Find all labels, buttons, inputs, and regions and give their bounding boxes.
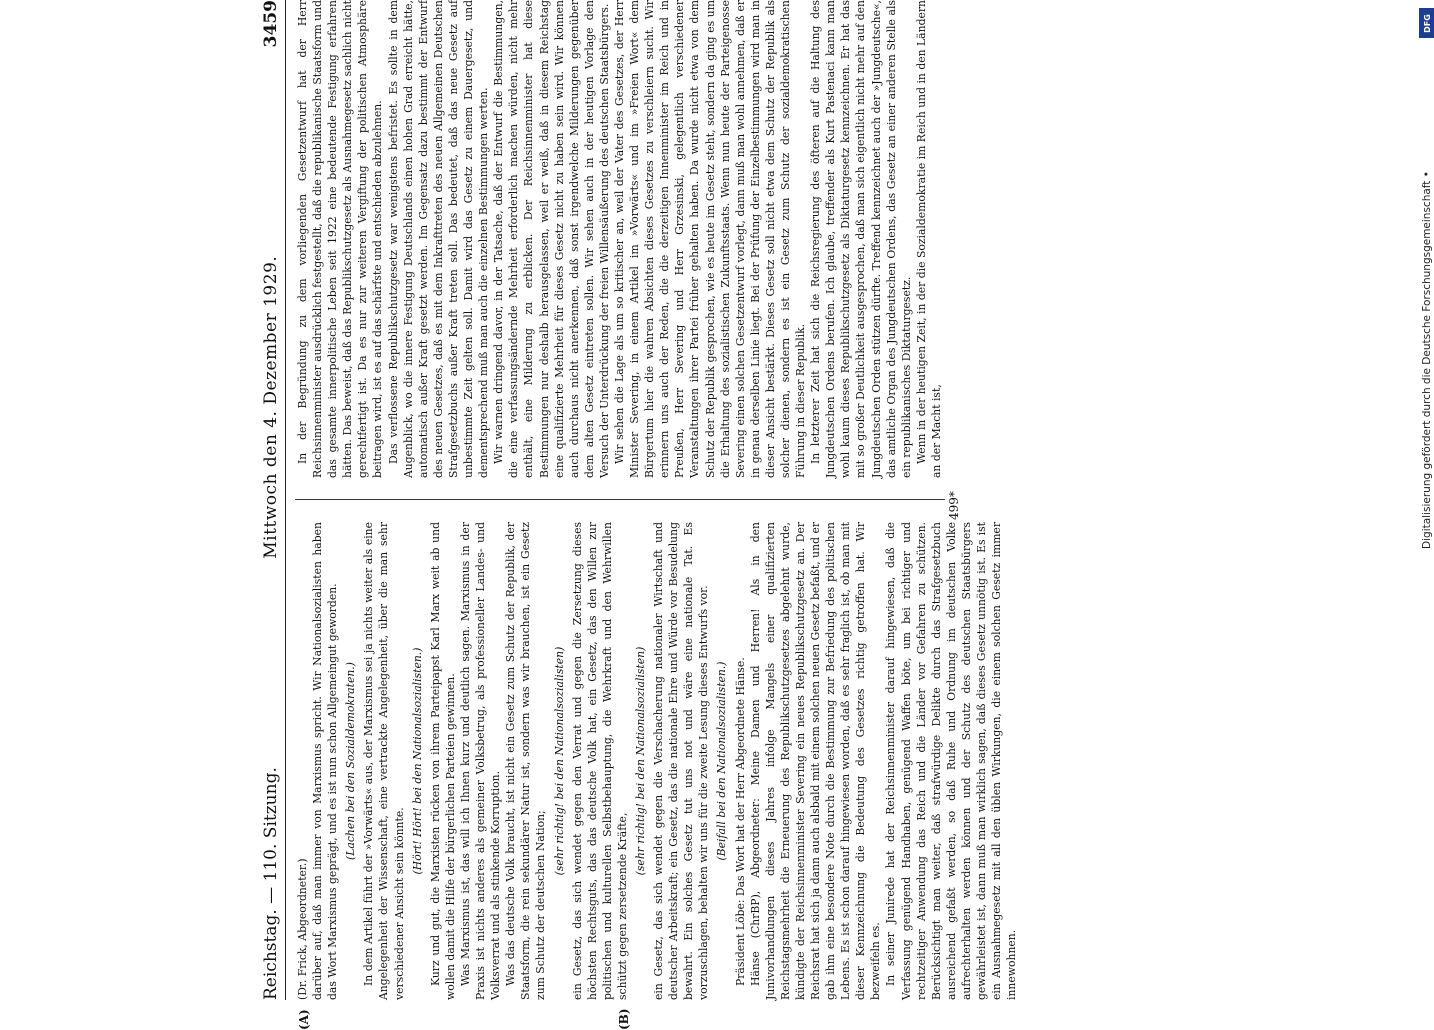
dfg-logo: DFG: [1419, 8, 1434, 38]
margin-marker-a: (A): [297, 1009, 311, 1030]
header-date: Mittwoch den 4. Dezember 1929.: [261, 47, 281, 767]
interjection: (Hört! Hört! bei den Nationalsozialisten.): [410, 522, 425, 1000]
dfg-note: Digitalisierung gefördert durch die Deutsche Forschungsgemeinschaft •: [1421, 171, 1433, 549]
dfg-strip: [1418, 0, 1434, 1000]
right-column: [295, 0, 944, 478]
signature-number: 499*: [947, 491, 961, 520]
paragraph: In seiner Junirede hat der Reichsinnenminister darauf hingewiesen, daß die Verfassung genügend Handhaben, genügend Waffen böte, um bei richtiger und rechtzeitiger Anwendung das Reich und die Länder vor Gefahren zu schützen. Berücksichtigt man weiter, daß strafwürdige Delikte durch das Strafgesetzbuch ausreichend gefaßt werden, so daß Ruhe und Ordnung im deutschen Volke aufrechterhalten werden können und der Schutz des deutschen Staatsbürgers gewährleistet ist, dann muß man wirklich sagen, daß dieses Gesetz unnötig ist. Es ist ein Ausnahmegesetz mit all den üblen Wirkungen, die einem solchen Gesetz immer innewohnen.: [883, 522, 1019, 1000]
paragraph: Hänse (ChrBP), Abgeordneter: Meine Damen und Herren! Als in den Junivorhandlungen dieses Jahres infolge Mangels einer qualifizierten Reichstagsmehrheit die Erneuerung des Republikschutzgesetzes abgelehnt wurde, kündigte der Reichsinnenminister Severing ein neues Republikschutzgesetz an. Der Reichsrat hat sich ja dann auch alsbald mit einem solchen neuen Gesetz befaßt, und er gab ihm eine besondere Note durch die Bestimmung zur Befriedung des politischen Lebens. Es ist schon darauf hingewiesen worden, daß es sehr fraglich ist, ob man mit dieser Kennzeichnung die Bedeutung des Gesetzes richtig getroffen hat. Wir bezweifeln es.: [748, 522, 884, 1000]
president-statement: Präsident Löbe: Das Wort hat der Herr Abgeordnete Hänse.: [733, 522, 748, 1000]
paragraph: In letzterer Zeit hat sich die Reichsregierung des öfteren auf die Haltung des Jungdeutschen Ordens berufen. Ich glaube, treffender als Kurt Pastenaci kann man wohl kaum dieses Republikschutzgesetz als Diktaturgesetz kennzeichnen. Er hat das mit so großer Deutlichkeit ausgesprochen, daß man sich eigentlich nicht mehr auf den Jungdeutschen Orden stützen dürfte. Treffend kennzeichnet auch der »Jungdeutsche«, das amtliche Organ des Jungdeutschen Ordens, das Gesetz an einer anderen Stelle als ein republikanisches Diktaturgesetz.: [808, 0, 914, 478]
paragraph: Kurz und gut, die Marxisten rücken von ihrem Parteipapst Karl Marx weit ab und wollen damit die Hilfe der bürgerlichen Parteien gewinnen.: [428, 522, 458, 1000]
paragraph: darüber auf, daß man immer von Marxismus spricht. Wir Nationalsozialisten haben das Wort Marxismus geprägt, und es ist nun schon Allgemeingut geworden.: [310, 522, 340, 1000]
page-number: 3459: [261, 0, 281, 47]
paragraph: ein Gesetz, das sich wendet gegen den Verrat und gegen die Zersetzung dieses höchsten Rechtsguts, das das deutsche Volk hat, ein Gesetz, das den Willen zur politischen und kulturellen Selbstbehauptung, die Wehrkraft und den Wehrwillen schützt gegen zersetzende Kräfte,: [570, 522, 630, 1000]
paragraph: Was das deutsche Volk braucht, ist nicht ein Gesetz zum Schutz der Republik, der Staatsform, die rein sekundärer Natur ist, sondern was wir brauchen, ist ein Gesetz zum Schutz der deutschen Nation;: [503, 522, 548, 1000]
interjection: (sehr richtig! bei den Nationalsozialisten): [552, 522, 567, 1000]
header-left: Reichstag. — 110. Sitzung.: [261, 767, 281, 1000]
running-header: [257, 0, 286, 1000]
paragraph: Wenn in der heutigen Zeit, in der die Sozialdemokratie im Reich und in den Ländern an der Macht ist,: [914, 0, 944, 478]
paragraph: Wir warnen dringend davor, in der Tatsache, daß der Entwurf die Bestimmungen, die eine verfassungsändernde Mehrheit erforderlich machen würden, nicht mehr enthält, eine Milderung zu erblicken. Der Reichsinnenminister hat diese Bestimmungen nur deshalb herausgelassen, weil er weiß, daß in diesem Reichstag eine qualifizierte Mehrheit für dieses Gesetz nicht zu haben sein wird. Wir können auch durchaus nicht anerkennen, daß sonst irgendwelche Milderungen gegenüber dem alten Gesetz eintreten sollen. Wir sehen auch in der heutigen Vorlage den Versuch der Unterdrückung der freien Willensäußerung des deutschen Staatsbürgers.: [491, 0, 612, 478]
interjection: (Beifall bei den Nationalsozialisten.): [714, 522, 729, 1000]
left-column: [295, 522, 1019, 1000]
paragraph: Wir sehen die Lage als um so kritischer an, weil der Vater des Gesetzes, der Herr Minister Severing, in einem Artikel im »Vorwärts« und im »Freien Wort« dem Bürgertum hier die wahren Absichten dieses Gesetzes zu verschleiern sucht. Wir erinnern uns auch der Reden, die die derzeitigen Innenminister im Reich und in Preußen, Herr Severing und Herr Grzesinski, gelegentlich verschiedener Veranstaltungen ihrer Partei früher gehalten haben. Da wurde nicht etwa von dem Schutz der Republik gesprochen, wie es heute im Gesetz steht, sondern da ging es um die Erhaltung des sozialistischen Zukunftsstaats. Wenn nun heute der Parteigenosse Severing einen solchen Gesetzentwurf vorlegt, dann muß man wohl annehmen, daß er in genau derselben Linie liegt. Bei der Prüfung der Einzelbestimmungen wird man in dieser Ansicht bestärkt. Dieses Gesetz soll nicht etwa dem Schutz der Republik als solcher dienen, sondern es ist ein Gesetz zum Schutz der sozialdemokratischen Führung in dieser Republik.: [612, 0, 808, 478]
interjection: (Lachen bei den Sozialdemokraten.): [343, 522, 358, 1000]
paragraph: ein Gesetz, das sich wendet gegen die Verschacherung nationaler Wirtschaft und deutscher Arbeitskraft; ein Gesetz, das die nationale Ehre und Würde vor Besudelung bewahrt. Ein solches Gesetz tut uns not und wäre eine nationale Tat. Es vorzuschlagen, behalten wir uns für die zweite Lesung dieses Entwurfs vor.: [651, 522, 711, 1000]
rotated-page: [257, 0, 957, 1000]
paragraph: In dem Artikel führt der »Vorwärts« aus, der Marxismus sei ja nichts weiter als eine Angelegenheit der Wissenschaft, eine vertrackte Angelegenheit, über die man sehr verschiedener Ansicht sein könnte.: [361, 522, 406, 1000]
margin-marker-b: (B): [617, 1009, 631, 1030]
interjection: (sehr richtig! bei den Nationalsozialisten): [633, 522, 648, 1000]
paragraph: Das verflossene Republikschutzgesetz war wenigstens befristet. Es sollte in dem Augenblick, wo die innere Festigung Deutschlands einen hohen Grad erreicht hätte, automatisch außer Kraft gesetzt werden. Im Gegensatz dazu bestimmt der Entwurf des neuen Gesetzes, daß es mit dem Inkrafttreten des neuen Allgemeinen Deutschen Strafgesetzbuchs außer Kraft treten soll. Das bedeutet, daß das neue Gesetz auf unbestimmte Zeit gelten soll. Damit wird das Gesetz zu einem Dauergesetz, und dementsprechend muß man auch die einzelnen Bestimmungen werten.: [386, 0, 492, 478]
speaker-ref: (Dr. Frick, Abgeordneter.): [295, 522, 310, 1000]
column-divider: [295, 499, 945, 500]
paragraph: Was Marxismus ist, das will ich Ihnen kurz und deutlich sagen. Marxismus in der Praxis ist nichts anderes als gemeiner Volksbetrug, als professioneller Landes- und Volksverrat und als stinkende Korruption.: [458, 522, 503, 1000]
paragraph: In der Begründung zu dem vorliegenden Gesetzentwurf hat der Herr Reichsinnenminister ausdrücklich festgestellt, daß die republikanische Staatsform und das gesamte innerpolitische Leben seit 1922 eine bedeutende Festigung erfahren hätten. Das beweist, daß das Republikschutzgesetz als Ausnahmegesetz sachlich nicht gerechtfertigt ist. Da es nur zur weiteren Vergiftung der politischen Atmosphäre beitragen wird, ist es auf das schärfste und entschieden abzulehnen.: [295, 0, 386, 478]
